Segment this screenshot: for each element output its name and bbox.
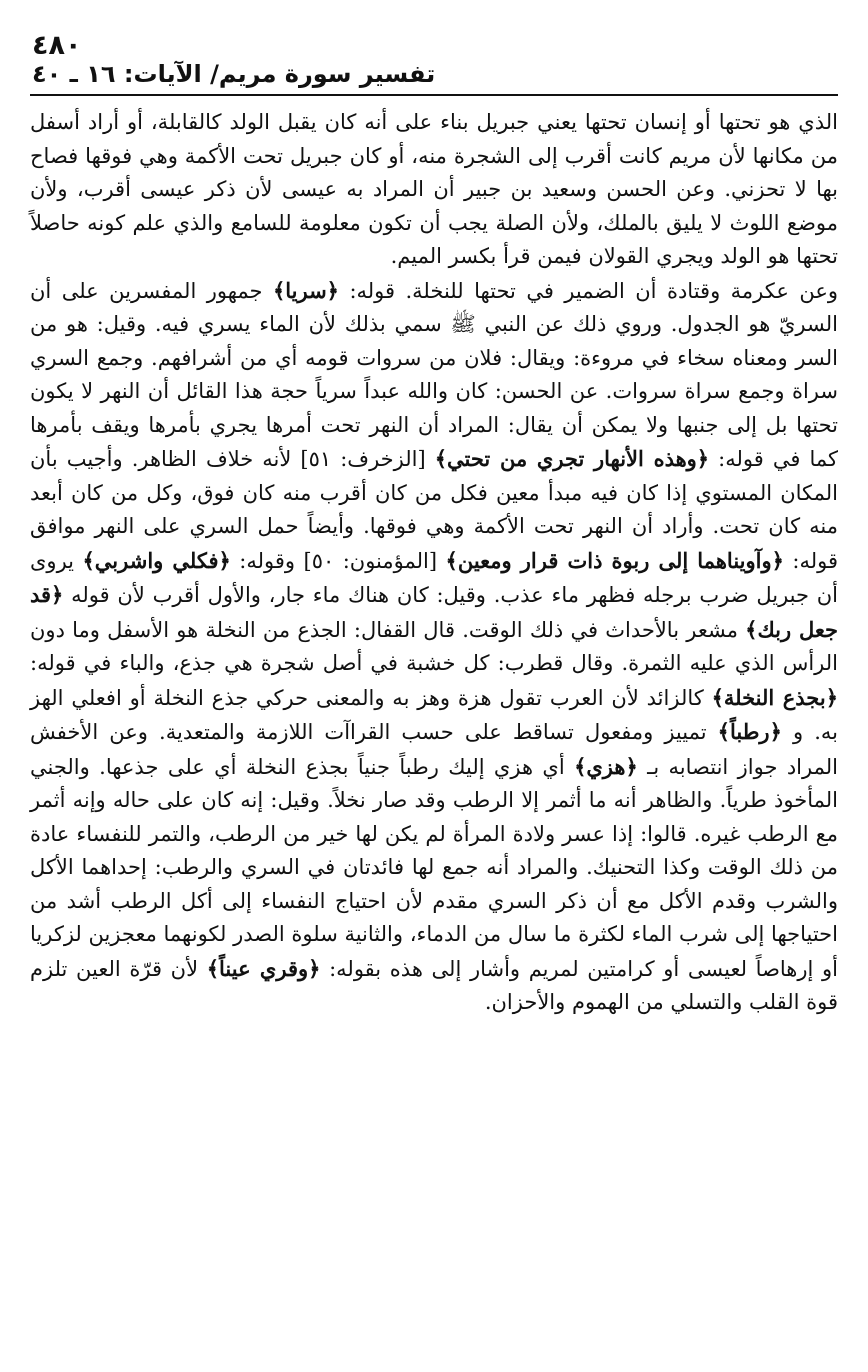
book-page [30,30,838,1350]
quran-quote: ﴿وآويناهما إلى ربوة ذات قرار ومعين﴾ [445,547,784,573]
quran-quote: ﴿رطباً﴾ [717,719,782,744]
page-header [30,30,838,96]
text-run: كالزائد لأن العرب تقول هزة وهز به والمعنى حركي جذع النخلة أو افعلي الهز به. و [30,685,838,744]
quran-quote: ﴿هزي﴾ [574,753,638,779]
quran-quote: ﴿قد جعل ربك﴾ [30,582,838,642]
quran-quote: ﴿بجذع النخلة﴾ [711,684,838,710]
quran-quote: ﴿وقري عيناً﴾ [206,955,321,981]
paragraph [30,106,838,274]
text-run: أي هزي إليك رطباً جنياً بجذع النخلة أي على جذعها. والجني المأخوذ طرياً. والظاهر أنه ما أثمر إلا الرطب وقد صار نخلاً. وقيل: إنه كان على حاله وإنه أثمر مع الرطب غيره. قالوا: إذا عسر ولادة المرأة لم يكن لها خير من الرطب، والتمر للنفساء عادة من ذلك الوقت وكذا التحنيك. والمراد أنه جمع لها فائدتان في السري والرطب: إحداهما الأكل والشرب وقدم الأكل مع أن ذكر السري مقدم لأن احتياج النفساء إلى أكل الرطب أشد من احتياجها إلى شرب الماء لكثرة ما سال من الدماء، والثانية سلوة الصدر لكونهما معجزين لزكريا أو إرهاصاً لعيسى أو كرامتين لمريم وأشار إلى هذه بقوله: [30,754,838,981]
text-run: [المؤمنون: ٥٠] وقوله: [230,548,446,573]
running-title: تفسير سورة مريم/ الآيات: ١٦ ـ ٤٠ [32,60,436,88]
text-run: تمييز ومفعول تساقط على حسب القراآت اللازمة والمتعدية. وعن الأخفش المراد جواز انتصابه بـ [30,720,838,779]
page-number: ٤٨٠ [32,30,82,61]
text-run: وعن عكرمة وقتادة أن الضمير في تحتها للنخلة. قوله: [339,278,838,303]
text-run: [الزخرف: ٥١] لأنه خلاف الظاهر. وأجيب بأن المكان المستوي إذا كان فيه مبدأ معين فكل من كان أقرب منه كان فوق، وكل من كان أبعد منه كان تحت. وأراد أن النهر تحت الأكمة وهي فوقها. وأيضاً حمل السري على النهر موافق قوله: [30,447,839,573]
body-text [30,106,838,1020]
quran-quote: ﴿فكلي واشربي﴾ [82,547,231,573]
paragraph [30,274,838,1020]
quran-quote: ﴿سريا﴾ [272,277,339,303]
text-run: مشعر بالأحداث في ذلك الوقت. قال القفال: الجذع من النخلة هو الأسفل وما دون الرأس الذي عليه الثمرة. وقال قطرب: كل خشبة في أصل شجرة هي جذع، والباء في قوله: [30,617,838,675]
text-run: جمهور المفسرين على أن السريّ هو الجدول. وروي ذلك عن النبي ﷺ سمي بذلك لأن الماء يسري فيه. وقيل: هو من السر ومعناه سخاء في مروءة: ويقال: فلان من سروات قومه أي من أشرافهم. وجمع السري سراة وجمع سراة سروات. عن الحسن: كان والله عبداً سرياً حجة هذا القائل أن النهر لا يكون تحتها بل إلى جنبها ولا يمكن أن يقال: المراد أن النهر تحت أمرها يجري بأمرها ويقف بأمرها كما في قوله: [30,278,838,471]
quran-quote: ﴿وهذه الأنهار تجري من تحتي﴾ [434,446,710,471]
text-run: لأن قرّة العين تلزم قوة القلب والتسلي من الهموم والأحزان. [30,956,838,1014]
text-run: الذي هو تحتها أو إنسان تحتها يعني جبريل بناء على أنه كان يقبل الولد كالقابلة، أو أراد أسفل من مكانها لأن مريم كانت أقرب إلى الشجرة منه، أو كان جبريل تحت الأكمة وهي فوقها فصاح بها لا تحزني. وعن الحسن وسعيد بن جبير أن المراد به عيسى لأن ذكر عيسى أقرب، ولأن موضع اللوث لا يليق بالملك، ولأن الصلة يجب أن تكون معلومة للسامع والذي علم كونه حاصلاً تحتها هو الولد ويجري القولان فيمن قرأ بكسر الميم. [30,110,838,268]
text-run: يروى أن جبريل ضرب برجله فظهر ماء عذب. وقيل: كان هناك ماء جار، والأول أقرب لأن قوله [30,548,838,607]
